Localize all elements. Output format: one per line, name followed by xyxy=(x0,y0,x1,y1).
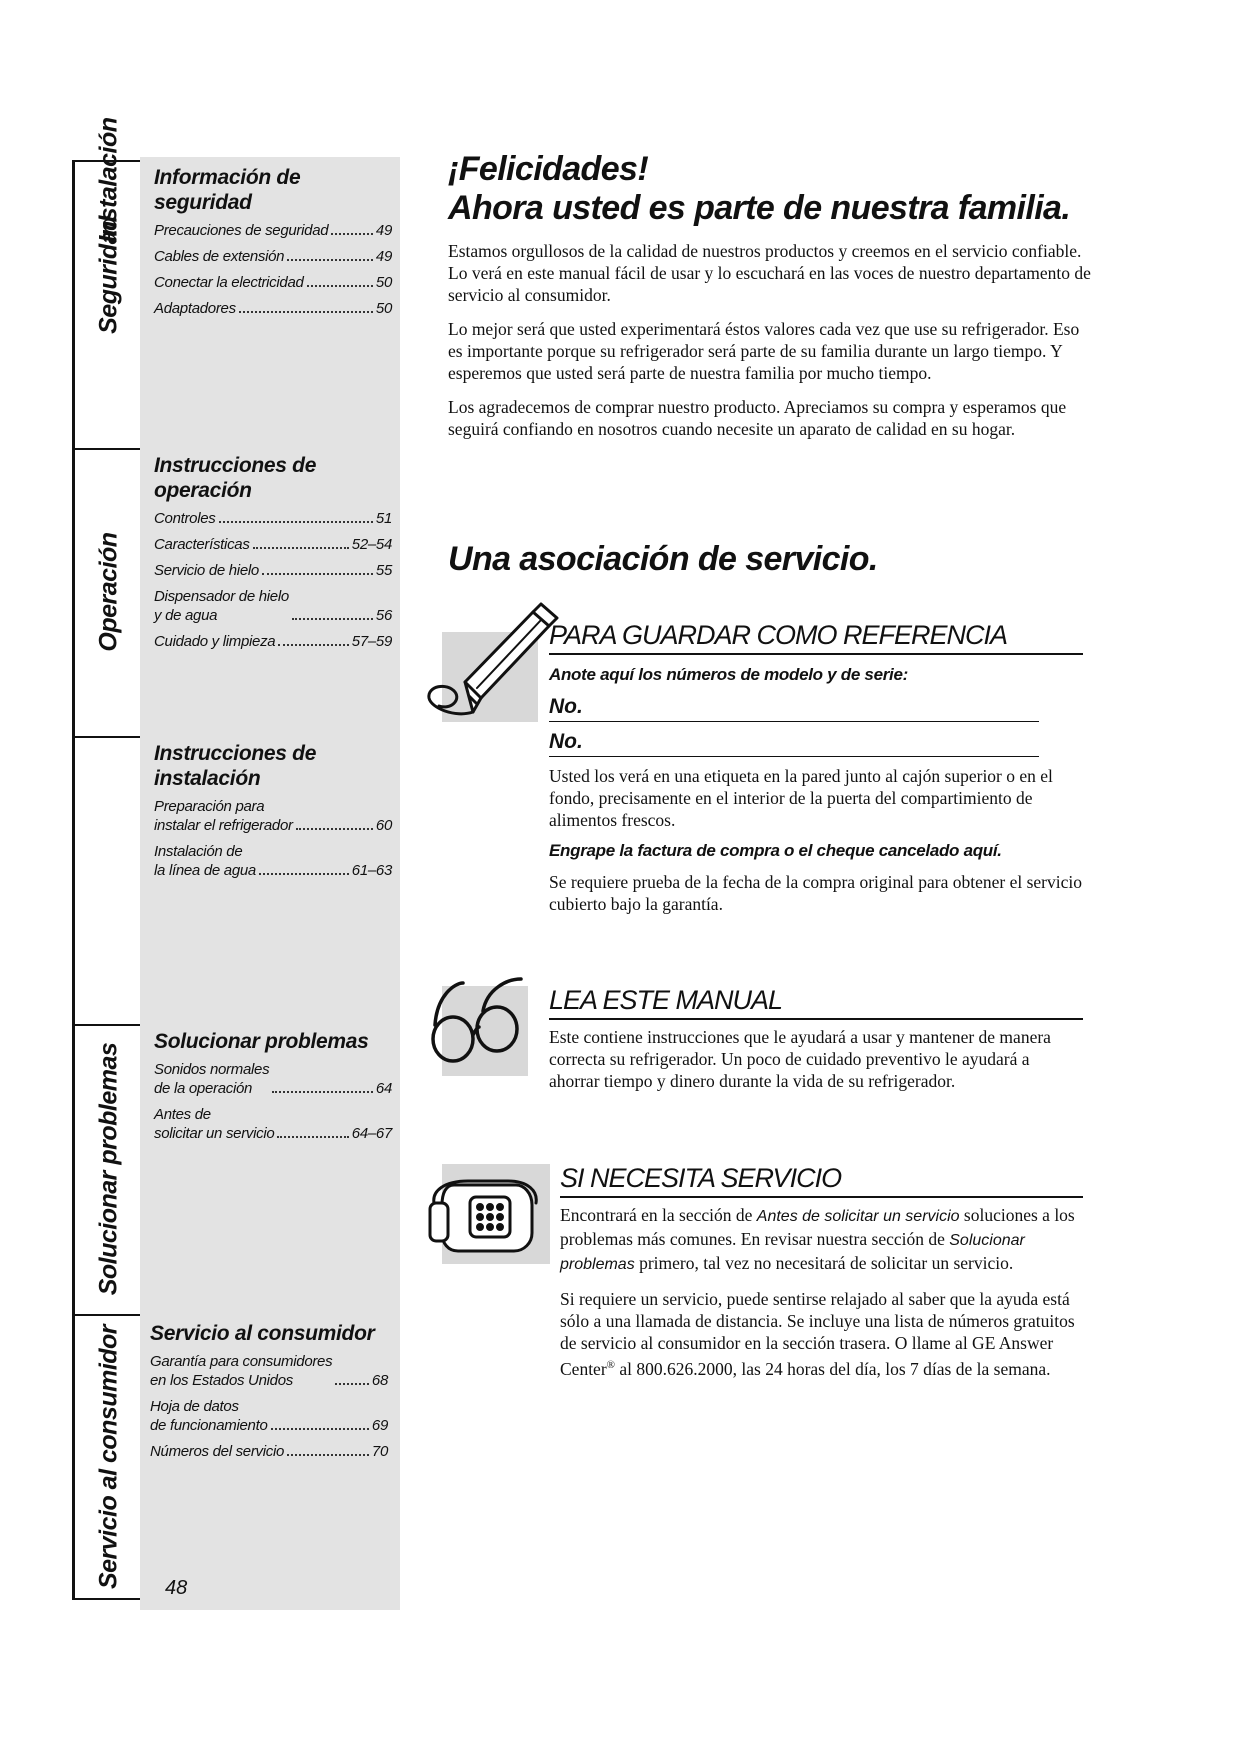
contents-entry[interactable] xyxy=(154,587,392,625)
reference-title: PARA GUARDAR COMO REFERENCIA xyxy=(549,620,1083,655)
contents-entry[interactable] xyxy=(154,299,392,318)
contents-instalacion xyxy=(154,741,392,887)
contents-seguridad-title: Información de seguridad xyxy=(154,166,301,214)
contents-entry-page: 52–54 xyxy=(351,536,392,553)
contents-entry[interactable] xyxy=(154,273,392,292)
dot-leader xyxy=(335,1383,369,1385)
contents-entry-page: 49 xyxy=(375,248,392,265)
reference-block xyxy=(549,620,1083,927)
tab-solucionar[interactable] xyxy=(75,1024,143,1314)
contents-solucionar-title: Solucionar problemas xyxy=(154,1030,369,1053)
contents-instalacion-title: Instrucciones de instalación xyxy=(154,742,317,790)
intro-title-2: Ahora usted es parte de nuestra familia. xyxy=(448,189,1071,227)
registered-mark: ® xyxy=(606,1359,616,1371)
need-text-c: primero, tal vez no necesitará de solicitar un servicio. xyxy=(634,1253,1014,1273)
contents-entry-text: Características xyxy=(154,536,250,553)
contents-entry-text: Dispensador de hielo y de agua xyxy=(154,588,289,624)
page-number: 48 xyxy=(165,1577,188,1599)
contents-entry[interactable] xyxy=(154,509,392,528)
dot-leader xyxy=(287,259,373,261)
dot-leader xyxy=(287,1454,369,1456)
contents-entry[interactable] xyxy=(154,632,392,651)
contents-entry-text: Precauciones de seguridad xyxy=(154,222,329,239)
contents-operacion-title: Instrucciones de operación xyxy=(154,454,317,502)
contents-entry-page: 60 xyxy=(375,817,392,834)
manual-paragraph: Este contiene instrucciones que le ayudará a usar y mantener de manera correcta su refrigerador. Un poco de cuidado preventivo le ayudará a ahorrar tiempo y dinero durante la vida de su refrigerador. xyxy=(549,1027,1051,1091)
contents-entry-text: Servicio de hielo xyxy=(154,562,259,579)
link-solucionar-problemas[interactable]: Solucionar problemas xyxy=(560,1232,1025,1273)
contents-entry-text: Preparación para instalar el refrigerador xyxy=(154,798,293,834)
contents-entry[interactable] xyxy=(154,535,392,554)
contents-entry-text: Cables de extensión xyxy=(154,248,285,265)
contents-entry[interactable] xyxy=(150,1352,388,1390)
contents-servicio xyxy=(150,1321,388,1468)
need-text-a: Encontrará en la sección de xyxy=(560,1205,757,1225)
dot-leader xyxy=(253,547,349,549)
telephone-icon xyxy=(428,1175,538,1255)
dot-leader xyxy=(239,311,373,313)
contents-entry[interactable] xyxy=(154,1105,392,1143)
contents-entry-text: Controles xyxy=(154,510,216,527)
reference-paragraph-2: Se requiere prueba de la fecha de la compra original para obtener el servicio cubierto bajo la garantía. xyxy=(549,872,1082,914)
contents-entry-page: 50 xyxy=(375,300,392,317)
tab-instalacion-label: Instalación xyxy=(94,117,123,243)
contents-entry-text: Números del servicio xyxy=(150,1443,285,1460)
need-service-title: SI NECESITA SERVICIO xyxy=(560,1163,1083,1198)
contents-servicio-title: Servicio al consumidor xyxy=(150,1322,375,1345)
intro-paragraph-3: Los agradecemos de comprar nuestro producto. Apreciamos su compra y esperamos que seguirá confiando en nosotros cuando necesite un aparato de calidad en su hogar. xyxy=(448,397,1067,439)
contents-entry-page: 51 xyxy=(375,510,392,527)
contents-entry[interactable] xyxy=(150,1442,388,1461)
need-text-e: al 800.626.2000, las 24 horas del día, los 7 días de la semana. xyxy=(615,1358,1051,1379)
tab-operacion[interactable] xyxy=(75,448,143,736)
contents-entry-text: Hoja de datos de funcionamiento xyxy=(150,1398,268,1434)
contents-entry-page: 64–67 xyxy=(351,1125,392,1142)
dot-leader xyxy=(331,233,373,235)
contents-entry[interactable] xyxy=(154,842,392,880)
link-antes-de-solicitar[interactable]: Antes de solicitar un servicio xyxy=(756,1208,960,1225)
contents-entry-text: Sonidos normales de la operación xyxy=(154,1061,270,1097)
contents-entry-page: 61–63 xyxy=(351,862,392,879)
contents-entry[interactable] xyxy=(154,1060,392,1098)
contents-entry-text: Adaptadores xyxy=(154,300,236,317)
contents-entry-text: Antes de solicitar un servicio xyxy=(154,1106,275,1142)
contents-entry-text: Cuidado y limpieza xyxy=(154,633,276,650)
tab-seguridad-label: Seguridad xyxy=(94,216,123,335)
reference-prompt: Anote aquí los números de modelo y de serie: xyxy=(549,665,908,684)
tab-solucionar-label: Solucionar problemas xyxy=(94,1042,123,1296)
dot-leader xyxy=(262,573,373,575)
dot-leader xyxy=(292,618,373,620)
contents-entry-page: 64 xyxy=(375,1080,392,1097)
serial-number-field[interactable]: No. xyxy=(549,730,1039,757)
need-text-d: Si requiere un servicio, puede sentirse relajado al saber que la ayuda está sólo a una llamada de distancia. Se incluye una lista de números gratuitos de servicio al consumidor en la sección trasera. O llame al GE Answer Center xyxy=(560,1289,1075,1379)
contents-entry-page: 69 xyxy=(371,1417,388,1434)
section-tabs xyxy=(72,117,143,1600)
contents-entry-page: 56 xyxy=(375,607,392,624)
intro-section xyxy=(448,150,1098,452)
intro-paragraph-2: Lo mejor será que usted experimentará éstos valores cada vez que use su refrigerador. Eso es importante porque su refrigerador será parte de su familia durante un largo tiempo. Y esperemos que usted será parte de nuestra familia por mucho tiempo. xyxy=(448,319,1080,383)
intro-paragraph-1: Estamos orgullosos de la calidad de nuestros productos y creemos en el servicio confiable. Lo verá en este manual fácil de usar y lo escuchará en las voces de nuestro departamento de servicio al consumidor. xyxy=(448,241,1091,305)
contents-entry-page: 49 xyxy=(375,222,392,239)
contents-panel xyxy=(140,157,400,1610)
manual-block xyxy=(549,985,1083,1104)
contents-entry-text: Garantía para consumidores en los Estados Unidos xyxy=(150,1353,333,1389)
intro-title-1: ¡Felicidades! xyxy=(448,150,649,188)
service-heading: Una asociación de servicio. xyxy=(448,540,878,578)
contents-entry[interactable] xyxy=(154,797,392,835)
contents-solucionar xyxy=(154,1029,392,1150)
model-number-field[interactable]: No. xyxy=(549,695,1039,722)
contents-entry-page: 70 xyxy=(371,1443,388,1460)
contents-entry-page: 50 xyxy=(375,274,392,291)
contents-entry-text: Conectar la electricidad xyxy=(154,274,304,291)
contents-entry-page: 57–59 xyxy=(351,633,392,650)
dot-leader xyxy=(277,1136,348,1138)
dot-leader xyxy=(272,1091,373,1093)
dot-leader xyxy=(271,1428,369,1430)
need-text-b: soluciones a los problemas más comunes. En revisar nuestra sección de xyxy=(560,1205,1075,1249)
need-service-paragraph-1 xyxy=(560,1204,1080,1276)
need-service-block xyxy=(560,1163,1083,1392)
contents-entry-text: Instalación de la línea de agua xyxy=(154,843,256,879)
tab-servicio[interactable] xyxy=(75,1314,143,1600)
contents-entry[interactable] xyxy=(150,1397,388,1435)
need-service-paragraph-2 xyxy=(560,1288,1080,1380)
tab-espacio xyxy=(75,736,143,1024)
pencil-icon xyxy=(425,600,565,730)
dot-leader xyxy=(307,285,373,287)
contents-entry[interactable] xyxy=(154,561,392,580)
contents-entry-page: 55 xyxy=(375,562,392,579)
tab-servicio-label: Servicio al consumidor xyxy=(94,1324,123,1590)
contents-entry-page: 68 xyxy=(371,1372,388,1389)
tab-instalacion[interactable] xyxy=(75,117,143,243)
reference-paragraph-1: Usted los verá en una etiqueta en la pared junto al cajón superior o en el fondo, precisamente en el interior de la puerta del compartimiento de alimentos frescos. xyxy=(549,766,1053,830)
dot-leader xyxy=(296,828,373,830)
tab-operacion-label: Operación xyxy=(94,532,123,652)
manual-title: LEA ESTE MANUAL xyxy=(549,985,1083,1020)
contents-seguridad xyxy=(154,165,392,325)
dot-leader xyxy=(259,873,349,875)
glasses-icon xyxy=(425,975,545,1075)
contents-operacion xyxy=(154,453,392,658)
contents-entry[interactable] xyxy=(154,221,392,240)
contents-entry[interactable] xyxy=(154,247,392,266)
dot-leader xyxy=(278,644,348,646)
staple-note: Engrape la factura de compra o el cheque cancelado aquí. xyxy=(549,841,1002,860)
dot-leader xyxy=(219,521,373,523)
